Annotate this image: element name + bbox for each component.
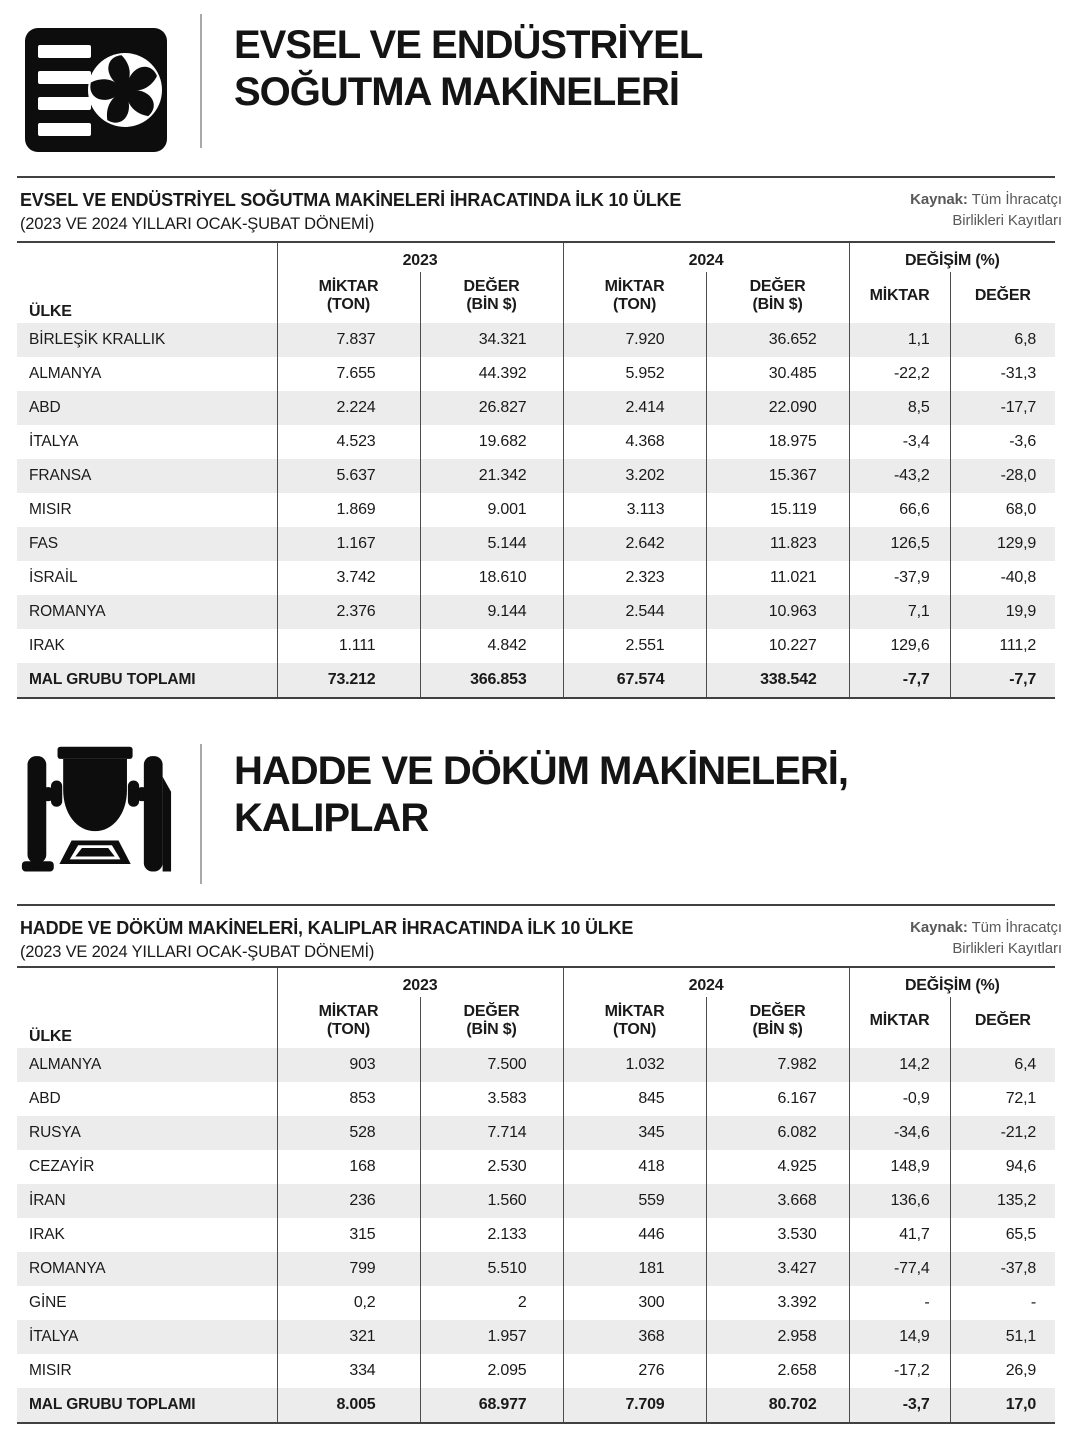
country-cell: ROMANYA [29,603,106,620]
value-cell: - [849,1286,950,1320]
value-cell: 903 [277,1048,420,1082]
value-cell: 15.119 [706,493,849,527]
value-cell: 65,5 [950,1218,1055,1252]
value-cell: 136,6 [849,1184,950,1218]
table-row [17,1286,1055,1320]
source-line [910,189,1062,210]
value-cell: 7.500 [420,1048,563,1082]
value-cell: 1.560 [420,1184,563,1218]
value-cell: 2.414 [563,391,706,425]
col-header-value: DEĞER (BİN $) [420,272,563,323]
value-cell: 6,4 [950,1048,1055,1082]
value-cell: 19.682 [420,425,563,459]
value-cell: 7.709 [563,1388,706,1423]
value-cell: 559 [563,1184,706,1218]
value-cell: -34,6 [849,1116,950,1150]
value-cell: 22.090 [706,391,849,425]
value-cell: 10.227 [706,629,849,663]
value-cell: 5.637 [277,459,420,493]
table-row [17,1354,1055,1388]
table-row [17,1252,1055,1286]
col-header-quantity: MİKTAR (TON) [563,272,706,323]
section-title-line: HADDE VE DÖKÜM MAKİNELERİ, [234,749,849,793]
section-title-line: EVSEL VE ENDÜSTRİYEL [234,23,703,67]
source-line [910,917,1062,938]
value-cell: 15.367 [706,459,849,493]
value-cell: 5.510 [420,1252,563,1286]
table-title: HADDE VE DÖKÜM MAKİNELERİ, KALIPLAR İHRACATINDA İLK 10 ÜLKE [20,918,634,938]
value-cell: 73.212 [277,663,420,698]
value-cell: 126,5 [849,527,950,561]
value-cell: 2.095 [420,1354,563,1388]
col-header-quantity: MİKTAR (TON) [277,272,420,323]
source-label: Kaynak: [910,191,968,208]
value-cell: 338.542 [706,663,849,698]
table-row [17,425,1055,459]
col-header-value-change: DEĞER [950,997,1055,1048]
value-cell: 7.714 [420,1116,563,1150]
value-cell: 7,1 [849,595,950,629]
value-cell: 7.837 [277,323,420,357]
value-cell: 4.925 [706,1150,849,1184]
value-cell: 2.376 [277,595,420,629]
value-cell: 5.952 [563,357,706,391]
value-cell: 168 [277,1150,420,1184]
table-row [17,1320,1055,1354]
value-cell: 129,6 [849,629,950,663]
section-title-line: SOĞUTMA MAKİNELERİ [234,70,679,114]
col-header-value-change: DEĞER [950,272,1055,323]
country-cell: FAS [29,535,58,552]
value-cell: 2.551 [563,629,706,663]
value-cell: -3,7 [849,1388,950,1423]
value-cell: 276 [563,1354,706,1388]
value-cell: 446 [563,1218,706,1252]
value-cell: 2.958 [706,1320,849,1354]
value-cell: 1,1 [849,323,950,357]
value-cell: 129,9 [950,527,1055,561]
source-note [910,917,1062,959]
value-cell: -37,8 [950,1252,1055,1286]
table-row [17,595,1055,629]
col-group-2023: 2023 [277,242,563,272]
col-header-value: DEĞER (BİN $) [706,997,849,1048]
value-cell: 6.167 [706,1082,849,1116]
value-cell: 3.202 [563,459,706,493]
value-cell: 2 [420,1286,563,1320]
country-cell: MISIR [29,1362,72,1379]
value-cell: 418 [563,1150,706,1184]
section-title-line: KALIPLAR [234,796,429,840]
col-header-value: DEĞER (BİN $) [420,997,563,1048]
casting-ladle-icon [20,740,172,887]
col-header-country: ÜLKE [29,1028,72,1045]
header-group-row [17,967,1055,997]
country-cell: İSRAİL [29,569,78,586]
value-cell: -3,6 [950,425,1055,459]
table-row [17,391,1055,425]
country-cell: BİRLEŞİK KRALLIK [29,331,166,348]
value-cell: 2.133 [420,1218,563,1252]
table-heading-1 [20,188,880,236]
table-row [17,493,1055,527]
value-cell: 3.530 [706,1218,849,1252]
value-cell: 368 [563,1320,706,1354]
value-cell: 236 [277,1184,420,1218]
air-conditioner-fan-icon [25,28,167,157]
value-cell: 300 [563,1286,706,1320]
value-cell: 44.392 [420,357,563,391]
value-cell: -77,4 [849,1252,950,1286]
value-cell: 26.827 [420,391,563,425]
value-cell: 799 [277,1252,420,1286]
value-cell: 14,2 [849,1048,950,1082]
table-row [17,1184,1055,1218]
country-cell: CEZAYİR [29,1158,95,1175]
country-cell: FRANSA [29,467,92,484]
value-cell: 6,8 [950,323,1055,357]
value-cell: 135,2 [950,1184,1055,1218]
value-cell: 2.224 [277,391,420,425]
country-cell: RUSYA [29,1124,81,1141]
value-cell: 845 [563,1082,706,1116]
col-group-change: DEĞİŞİM (%) [849,967,1055,997]
value-cell: 36.652 [706,323,849,357]
country-cell: İTALYA [29,433,79,450]
value-cell: 5.144 [420,527,563,561]
value-cell: 68,0 [950,493,1055,527]
value-cell: -7,7 [849,663,950,698]
value-cell: 6.082 [706,1116,849,1150]
value-cell: 2.544 [563,595,706,629]
col-group-2024: 2024 [563,242,849,272]
source-text: Tüm İhracatçı [971,191,1062,208]
table-row [17,527,1055,561]
value-cell: 2.642 [563,527,706,561]
rule-line [17,176,1055,178]
section-title-1 [234,22,702,116]
value-cell: -21,2 [950,1116,1055,1150]
table-heading-2 [20,916,880,964]
value-cell: -31,3 [950,357,1055,391]
value-cell: 1.869 [277,493,420,527]
value-cell: 111,2 [950,629,1055,663]
value-cell: 1.957 [420,1320,563,1354]
value-cell: -28,0 [950,459,1055,493]
value-cell: 9.144 [420,595,563,629]
value-cell: -3,4 [849,425,950,459]
country-cell: ROMANYA [29,1260,106,1277]
source-note [910,189,1062,231]
value-cell: 3.392 [706,1286,849,1320]
value-cell: 18.975 [706,425,849,459]
table-row [17,1116,1055,1150]
value-cell: 853 [277,1082,420,1116]
value-cell: 528 [277,1116,420,1150]
value-cell: 321 [277,1320,420,1354]
table-row [17,323,1055,357]
rule-line [17,904,1055,906]
header-group-row [17,242,1055,272]
col-group-2024: 2024 [563,967,849,997]
value-cell: 1.167 [277,527,420,561]
section-divider [200,14,202,148]
value-cell: 67.574 [563,663,706,698]
value-cell: 4.842 [420,629,563,663]
country-cell: ALMANYA [29,365,102,382]
table-row [17,1048,1055,1082]
value-cell: 3.742 [277,561,420,595]
country-cell: IRAK [29,1226,65,1243]
export-table-cooling-machines [17,241,1055,699]
source-text: Birlikleri Kayıtları [952,940,1062,957]
section-title-2 [234,748,848,842]
value-cell: -0,9 [849,1082,950,1116]
col-header-country: ÜLKE [29,303,72,320]
col-group-change: DEĞİŞİM (%) [849,242,1055,272]
value-cell: 9.001 [420,493,563,527]
value-cell: 72,1 [950,1082,1055,1116]
source-label: Kaynak: [910,919,968,936]
value-cell: 2.658 [706,1354,849,1388]
value-cell: 7.920 [563,323,706,357]
value-cell: 17,0 [950,1388,1055,1423]
col-header-quantity-change: MİKTAR [849,272,950,323]
value-cell: 66,6 [849,493,950,527]
col-group-2023: 2023 [277,967,563,997]
value-cell: 345 [563,1116,706,1150]
value-cell: 10.963 [706,595,849,629]
value-cell: 181 [563,1252,706,1286]
country-cell: ALMANYA [29,1056,102,1073]
value-cell: -7,7 [950,663,1055,698]
table-title: EVSEL VE ENDÜSTRİYEL SOĞUTMA MAKİNELERİ İHRACATINDA İLK 10 ÜLKE [20,190,682,210]
value-cell: 7.655 [277,357,420,391]
value-cell: 14,9 [849,1320,950,1354]
col-header-quantity: MİKTAR (TON) [563,997,706,1048]
table-row [17,561,1055,595]
value-cell: 4.368 [563,425,706,459]
table-row [17,629,1055,663]
country-cell: GİNE [29,1294,67,1311]
table-total-row [17,1388,1055,1423]
table-subtitle: (2023 VE 2024 YILLARI OCAK-ŞUBAT DÖNEMİ) [20,943,375,961]
value-cell: 315 [277,1218,420,1252]
value-cell: 334 [277,1354,420,1388]
col-header-value: DEĞER (BİN $) [706,272,849,323]
value-cell: 21.342 [420,459,563,493]
value-cell: 2.530 [420,1150,563,1184]
col-header-quantity: MİKTAR (TON) [277,997,420,1048]
value-cell: -17,2 [849,1354,950,1388]
country-cell: MISIR [29,501,72,518]
country-cell: IRAK [29,637,65,654]
value-cell: 148,9 [849,1150,950,1184]
value-cell: 94,6 [950,1150,1055,1184]
value-cell: 4.523 [277,425,420,459]
country-cell: MAL GRUBU TOPLAMI [29,671,196,688]
country-cell: ABD [29,399,61,416]
value-cell: 3.583 [420,1082,563,1116]
value-cell: -22,2 [849,357,950,391]
section-divider [200,744,202,884]
value-cell: 51,1 [950,1320,1055,1354]
value-cell: 41,7 [849,1218,950,1252]
value-cell: - [950,1286,1055,1320]
table-row [17,459,1055,493]
value-cell: -40,8 [950,561,1055,595]
value-cell: 11.021 [706,561,849,595]
value-cell: 19,9 [950,595,1055,629]
value-cell: 26,9 [950,1354,1055,1388]
table-row [17,1082,1055,1116]
value-cell: 366.853 [420,663,563,698]
value-cell: 1.032 [563,1048,706,1082]
value-cell: -37,9 [849,561,950,595]
value-cell: 7.982 [706,1048,849,1082]
table-row [17,357,1055,391]
country-cell: MAL GRUBU TOPLAMI [29,1396,196,1413]
value-cell: 2.323 [563,561,706,595]
value-cell: 80.702 [706,1388,849,1423]
source-text: Tüm İhracatçı [971,919,1062,936]
value-cell: -17,7 [950,391,1055,425]
value-cell: 11.823 [706,527,849,561]
table-row [17,1218,1055,1252]
table-total-row [17,663,1055,698]
table-row [17,1150,1055,1184]
value-cell: 68.977 [420,1388,563,1423]
country-cell: ABD [29,1090,61,1107]
value-cell: 1.111 [277,629,420,663]
value-cell: 3.427 [706,1252,849,1286]
value-cell: -43,2 [849,459,950,493]
value-cell: 8,5 [849,391,950,425]
source-text: Birlikleri Kayıtları [952,212,1062,229]
value-cell: 0,2 [277,1286,420,1320]
country-cell: İRAN [29,1192,66,1209]
value-cell: 8.005 [277,1388,420,1423]
value-cell: 3.668 [706,1184,849,1218]
country-cell: İTALYA [29,1328,79,1345]
value-cell: 34.321 [420,323,563,357]
value-cell: 18.610 [420,561,563,595]
table-subtitle: (2023 VE 2024 YILLARI OCAK-ŞUBAT DÖNEMİ) [20,215,375,233]
value-cell: 30.485 [706,357,849,391]
export-table-casting-machines [17,966,1055,1424]
col-header-quantity-change: MİKTAR [849,997,950,1048]
value-cell: 3.113 [563,493,706,527]
